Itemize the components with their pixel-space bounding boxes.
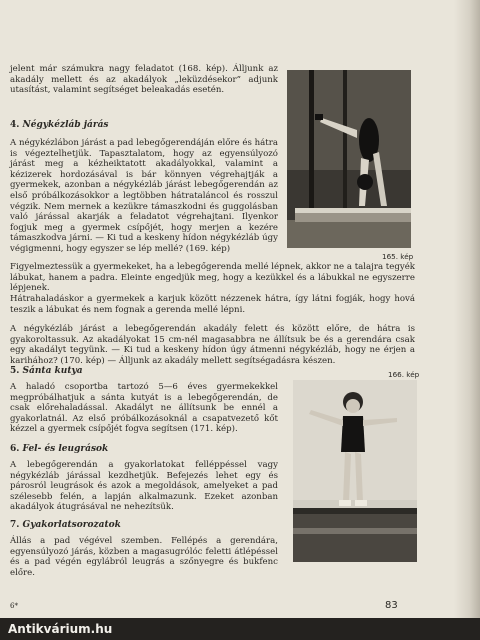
section-4-title: Négykézláb járás <box>22 120 109 130</box>
photo-166-image <box>293 380 417 562</box>
section-4-paragraph-2: Figyelmeztessük a gyermekeket, ha a lebegőgerenda mellé lépnek, akkor ne a talajra tegyék lábukat, hanem a padra. Eleinte engedjük meg, hogy a kezükkel és a lábukkal ne egyszerre lépjenek. <box>10 262 415 294</box>
section-6-heading <box>10 444 108 454</box>
section-6-number: 6. <box>10 444 20 454</box>
section-7-title: Gyakorlatsorozatok <box>22 520 121 530</box>
section-7-heading <box>10 520 121 530</box>
page-number: 83 <box>385 600 398 611</box>
section-4-number: 4. <box>10 120 20 130</box>
photo-165 <box>287 70 411 248</box>
section-4-paragraph-4: A négykézláb járást a lebegőgerendán akadály felett és között előre, de hátra is gyakoroltassuk. Az akadályokat 15 cm-nél magasabbra ne állítsuk be és a gerendára csak egy akadályt tegyünk. — Ki tud a keskeny hídon úgy átmenni négykézláb, hogy ne érjen a karihához? (170. kép) — Álljunk az akadály mellett segítségadásra készen. <box>10 324 415 366</box>
section-6-title: Fel- és leugrások <box>22 444 109 454</box>
section-5-heading <box>10 366 83 376</box>
section-4-paragraph-3: Hátrahaladáskor a gyermekek a karjuk között nézzenek hátra, így látni fogják, hogy hová teszik a lábukat és nem fognak a gerenda mellé lépni. <box>10 294 415 315</box>
caption-165: 165. kép <box>382 252 414 261</box>
photo-165-image <box>287 70 411 248</box>
section-4-paragraph-1: A négykézlábon járást a pad lebegőgerendáján előre és hátra is végeztelhetjük. Tapasztalatom, hogy az egyensúlyozó járást meg a kézheiktatott akadályokkal, valamint a kézizerek hordozásával is bár könnyen végrehajtják a gyermekek, azonban a négykézláb járást lebegőgerendán az első próbálkozásokkor a legtöbben hátrataláncol és rosszul végzik. Nem mernek a kezükre támaszkodni és guggolásban való járással akarják a feladatot végrehajtani. Ilyenkor fogjuk meg a gyermek csípőjét, hogy merjen a kezére támaszkodva járni. — Ki tud a keskeny hídon négykézláb úgy végigmenni, hogy egyszer se lép mellé? (169. kép) <box>10 138 278 254</box>
section-4-heading <box>10 120 109 130</box>
section-5-title: Sánta kutya <box>22 366 83 376</box>
watermark-text: Antikvárium.hu <box>8 622 113 636</box>
watermark-bar <box>0 618 480 640</box>
photo-166 <box>293 380 417 562</box>
section-6-paragraph: A lebegőgerendán a gyakorlatokat felléppéssel vagy négykézláb járással kezdhetjük. Befejezés lehet egy és párosról leugrások és azok a megoldások, amelyeket a pad szélesebb felén, a lapján alkalmazunk. Ezeket azonban akadályok átugrásával ne nehezítsük. <box>10 460 278 513</box>
book-gutter <box>454 0 480 640</box>
signature-mark: 6* <box>10 602 18 610</box>
intro-paragraph: jelent már számukra nagy feladatot (168. kép). Álljunk az akadály mellett és az akadályok „leküzdésekor” adjunk utasítást, valamint segítséget beleakadás esetén. <box>10 64 278 96</box>
section-5-paragraph: A haladó csoportba tartozó 5—6 éves gyermekekkel megpróbálhatjuk a sánta kutyát is a lebegőgerendán, de csak előrehaladással. Akadályt ne állítsunk be ennél a gyakorlatnál. Az első próbálkozásoknál a csapatvezető kőt kézzel a gyermek csípőjét fogva segítsen (171. kép). <box>10 382 278 435</box>
section-7-number: 7. <box>10 520 20 530</box>
section-7-paragraph: Állás a pad végével szemben. Fellépés a gerendára, egyensúlyozó járás, közben a magasugrólóc feletti átlépéssel és a pad végén egylábról leugrás a szőnyegre és bukfenc előre. <box>10 536 278 578</box>
caption-166: 166. kép <box>388 370 420 379</box>
section-5-number: 5. <box>10 366 20 376</box>
